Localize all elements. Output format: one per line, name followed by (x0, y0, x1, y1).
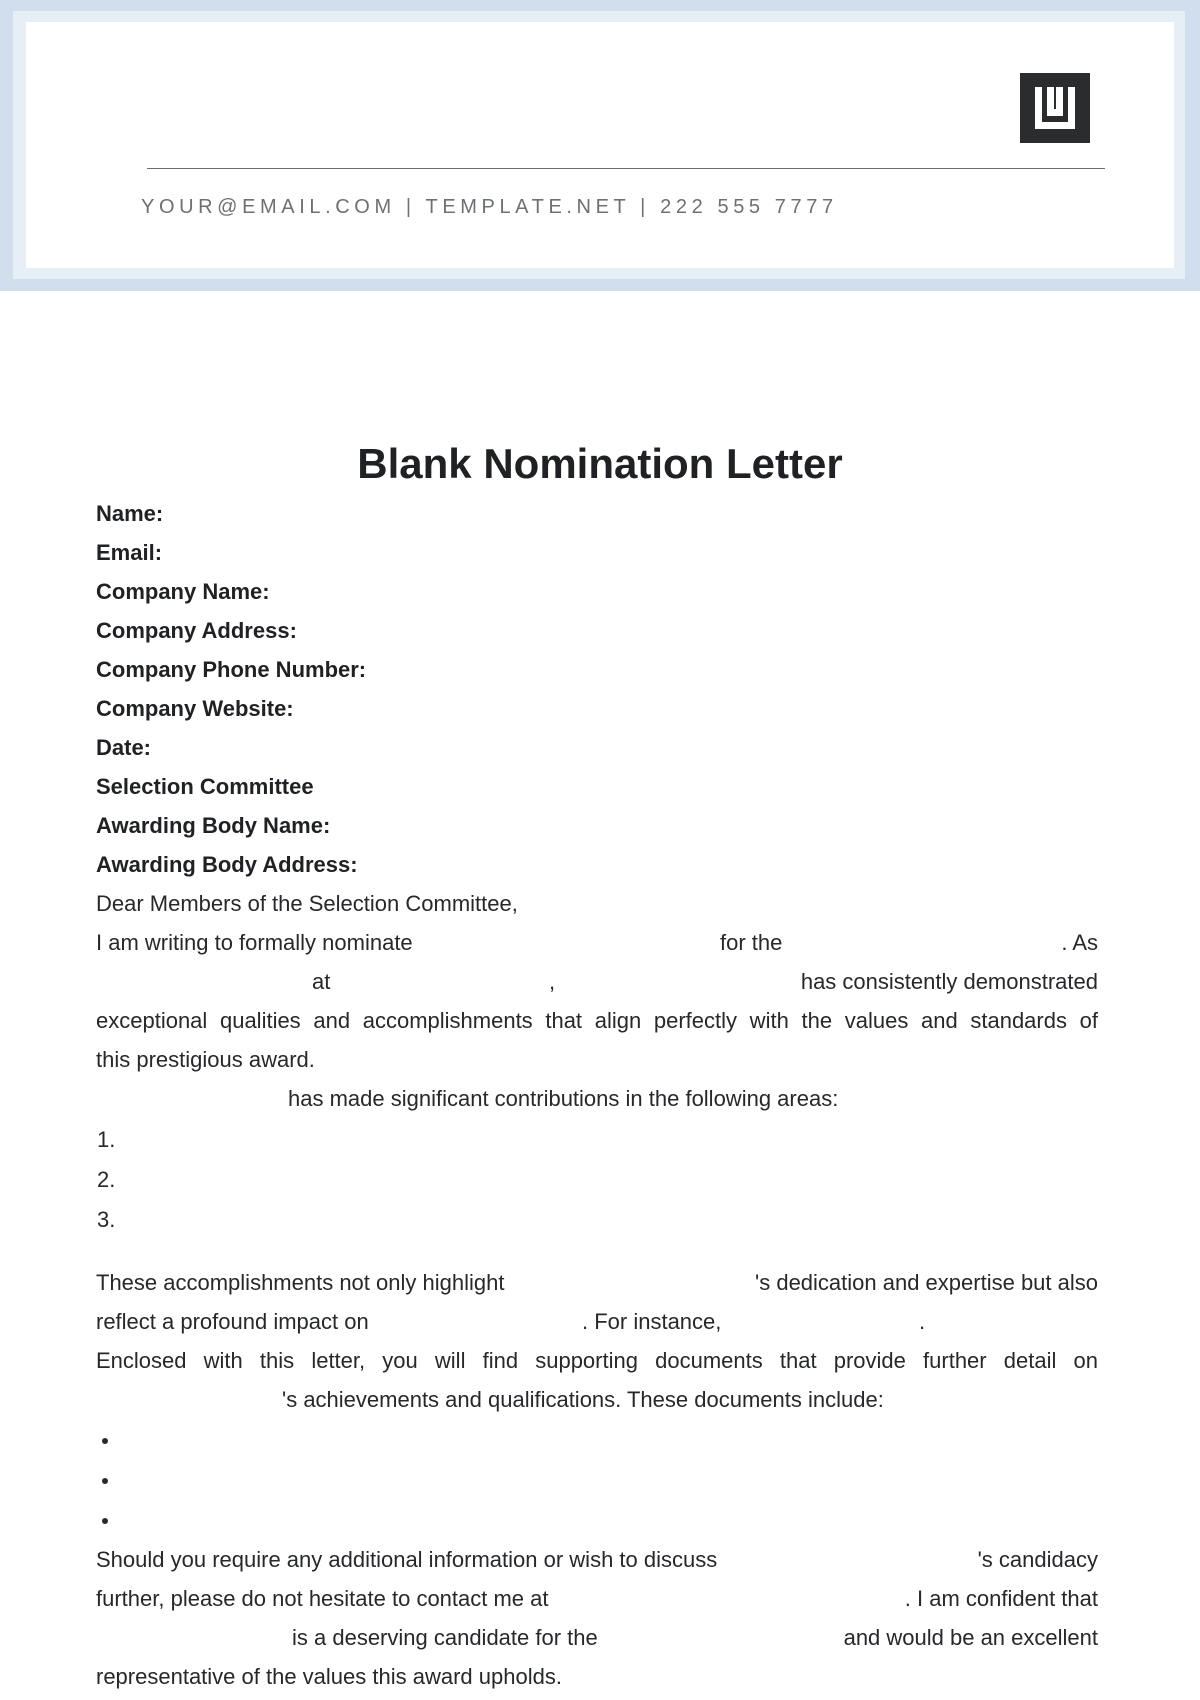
field-name: Name: (96, 501, 164, 526)
p5-line-4: representative of the values this award upholds. (96, 1664, 562, 1689)
field-company-name: Company Name: (96, 579, 270, 604)
field-company-address: Company Address: (96, 618, 297, 643)
p1-line-3: exceptional qualities and accomplishments that align perfectly with the values and standards of (96, 1008, 1098, 1033)
field-company-phone: Company Phone Number: (96, 657, 367, 682)
header-divider (147, 168, 1105, 169)
field-email: Email: (96, 540, 163, 565)
p5-line-1 (96, 1540, 1098, 1579)
list-item: 1. (97, 1127, 116, 1152)
documents-list (96, 1420, 1098, 1540)
list-item: 3. (97, 1207, 116, 1232)
p3-line-2 (96, 1302, 1098, 1341)
contribution-list (96, 1120, 1098, 1240)
p4-line-2 (96, 1380, 1098, 1419)
list-item (96, 1420, 1098, 1460)
contact-line (141, 196, 838, 219)
p1-text-a: I am writing to formally nominate (96, 930, 413, 955)
p5-text-e: is a deserving candidate for the (292, 1625, 598, 1650)
page-title: Blank Nomination Letter (357, 440, 843, 487)
p5-text-d: . I am confident that (904, 1586, 1098, 1611)
field-date: Date: (96, 735, 152, 760)
p2-text: has made significant contributions in the following areas: (288, 1086, 839, 1111)
header-card (26, 22, 1174, 268)
p1-line-1 (96, 923, 1098, 962)
p3-text-d: . For instance, (582, 1309, 722, 1334)
template-logo-icon (1020, 73, 1090, 143)
list-item (96, 1500, 1098, 1540)
p3-text-c: reflect a profound impact on (96, 1309, 369, 1334)
p5-text-b: 's candidacy (977, 1547, 1098, 1572)
list-item (96, 1460, 1098, 1500)
field-selection-committee: Selection Committee (96, 774, 314, 799)
field-awarding-body-address: Awarding Body Address: (96, 852, 358, 877)
list-item: 2. (97, 1167, 116, 1192)
p4-line-1: Enclosed with this letter, you will find supporting documents that provide further detail on (96, 1348, 1098, 1373)
p4-text-b: 's achievements and qualifications. These documents include: (282, 1387, 884, 1412)
p1-text-c: . As (1061, 930, 1098, 955)
p3-line-1 (96, 1263, 1098, 1302)
p1-text-f: has consistently demonstrated (800, 969, 1098, 994)
p5-text-f: and would be an excellent (843, 1625, 1098, 1650)
p5-line-2 (96, 1579, 1098, 1618)
field-company-website: Company Website: (96, 696, 294, 721)
field-awarding-body-name: Awarding Body Name: (96, 813, 331, 838)
p5-line-3 (96, 1618, 1098, 1657)
p1-line-2 (96, 962, 1098, 1001)
p1-text-d: at (312, 969, 331, 994)
p5-text-c: further, please do not hesitate to contact me at (96, 1586, 549, 1611)
contact-phone: 222 555 7777 (660, 196, 838, 218)
contact-separator: | (405, 196, 416, 218)
contact-separator: | (640, 196, 650, 218)
p1-line-4: this prestigious award. (96, 1047, 315, 1072)
p2-line (96, 1079, 1098, 1118)
contact-email: YOUR@EMAIL.COM (141, 196, 396, 218)
letter-body (96, 494, 1098, 1696)
salutation: Dear Members of the Selection Committee, (96, 891, 518, 916)
p1-text-e: , (549, 969, 556, 994)
header-band (0, 0, 1200, 291)
contact-website: TEMPLATE.NET (425, 196, 630, 218)
p3-text-e: . (919, 1309, 926, 1334)
p1-text-b: for the (720, 930, 783, 955)
p3-text-a: These accomplishments not only highlight (96, 1270, 505, 1295)
p5-text-a: Should you require any additional information or wish to discuss (96, 1547, 718, 1572)
p3-text-b: 's dedication and expertise but also (755, 1270, 1098, 1295)
